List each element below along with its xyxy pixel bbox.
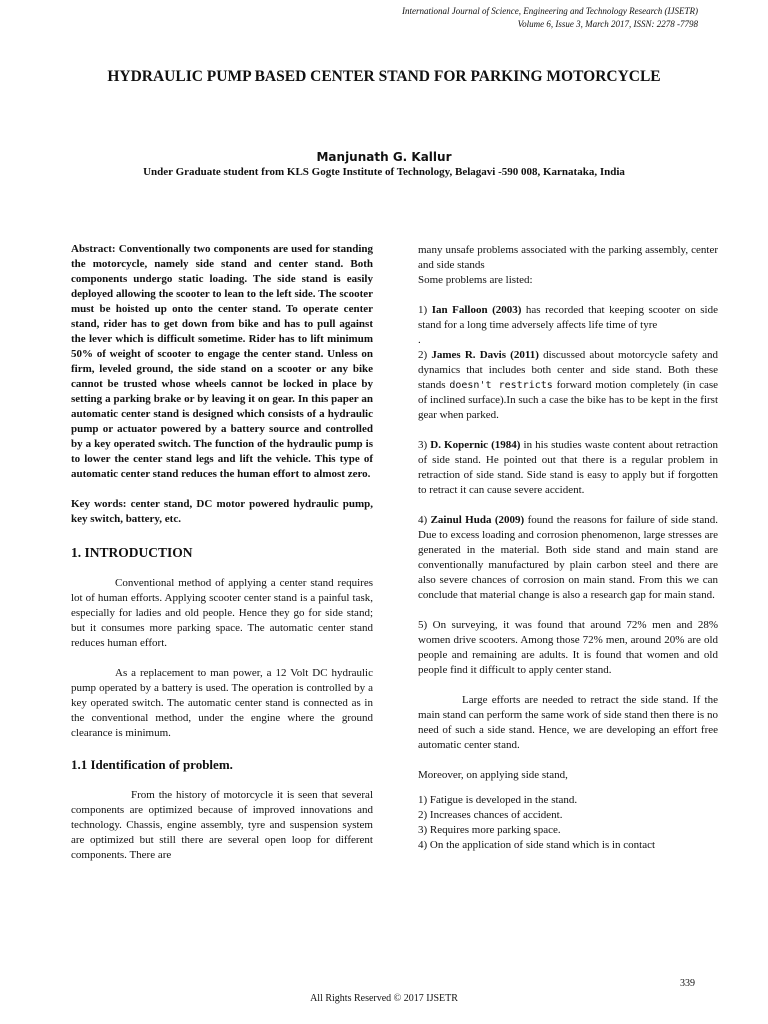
list-item: 2) Increases chances of accident. [418,809,563,821]
problem-item-5: 5) On surveying, it was found that around 72% men and 28% women drive scooters. Among those 72% men, around 20% are old people and remaining are adults. It is found that women and old people find it difficult to apply center stand. [418,619,718,676]
large-efforts-paragraph: Large efforts are needed to retract the side stand. If the main stand can perform the same work of side stand then there is no need of such a side stand. Hence, we are developing an effort free automatic center stand. [418,694,718,751]
journal-volume: Volume 6, Issue 3, March 2017, ISSN: 2278 -7798 [517,19,698,29]
abstract: Abstract: Conventionally two components are used for standing the motorcycle, namely side stand and center stand. Both components undergo static loading. The side stand is easily deployed allowing the scooter to lean to the left side. The scooter must be hoisted up onto the center stand. To operate center stand, rider has to get down from bike and has to pull against the lever which is difficult sometime. Rider has to lift minimum 50% of weight of scooter to engage the center stand. Unless on firm, leveled ground, the side stand on a scooter or any bike cannot be trusted whose wheels cannot be locked in place by setting a parking brake or by leaving it on gear. In this paper an automatic center stand is designed which consists of a hydraulic pump or actuator powered by a battery source and controlled by a key operated switch. The function of the hydraulic pump is to lower the center stand legs and lift the vehicle. This type of automatic center stand reduces the human effort to almost zero. [71,243,373,480]
problem-item-1: 1) Ian Falloon (2003) has recorded that keeping scooter on side stand for a long time adversely affects life time of tyre [418,304,718,331]
citation-kopernic: D. Kopernic (1984) [430,439,521,451]
paper-title: HYDRAULIC PUMP BASED CENTER STAND FOR PARKING MOTORCYCLE [107,68,661,85]
problem-item-3: 3) D. Kopernic (1984) in his studies waste content about retraction of side stand. He pointed out that there is a regular problem in retraction of side stand. Side stand is easy to apply but if forgotten to retract it can cause severe accident. [418,439,718,496]
section-heading-problem: 1.1 Identification of problem. [71,757,233,772]
intro-paragraph-2: As a replacement to man power, a 12 Volt DC hydraulic pump operated by a battery is used. The operation is controlled by a key operated switch. The automatic center stand is connected as in the conventional method, under the engine where the ground clearance is minimum. [71,667,373,739]
journal-header [402,5,698,31]
list-item: 4) On the application of side stand which is in contact [418,839,656,851]
problems-intro: Some problems are listed: [418,274,533,286]
journal-name: International Journal of Science, Engineering and Technology Research (IJSETR) [401,6,698,16]
list-item: 1) Fatigue is developed in the stand. [418,794,578,806]
right-column [418,243,718,853]
citation-davis: James R. Davis (2011) [431,349,539,361]
problem-item-4: 4) Zainul Huda (2009) found the reasons for failure of side stand. Due to excess loading and corrosion phenomenon, large stresses are generated in the material. Both side stand and main stand are conventionally manufactured by plain carbon steel and there are also severe chances of corrosion on main stand. From this we can conclude that material change is also a research gap for main stand. [418,514,718,601]
left-column [71,242,373,863]
footer-copyright: All Rights Reserved © 2017 IJSETR [310,993,458,1004]
list-item: 3) Requires more parking space. [418,824,561,836]
author-name: Manjunath G. Kallur [316,150,452,164]
keywords: Key words: center stand, DC motor powered hydraulic pump, key switch, battery, etc. [71,498,373,525]
intro-paragraph-1: Conventional method of applying a center stand requires lot of human efforts. Applying scooter center stand is a painful task, especially for ladies and old people. Hence they go for side stand; but it consumes more parking space. The automatic center stand reduces human effort. [71,577,373,649]
moreover-paragraph: Moreover, on applying side stand, [418,769,568,781]
section-heading-introduction: 1. INTRODUCTION [71,545,193,560]
problem-paragraph-1: From the history of motorcycle it is seen that several components are optimized because of improved innovations and technology. Chassis, engine assembly, tyre and suspension system are optimized but still there are several open loop for different components. There are [71,789,373,861]
problem-item-2: 2) James R. Davis (2011) discussed about motorcycle safety and dynamics that includes both center and side stand. Both these stands doesn't restricts forward motion completely (in case of inclined surface).In such a case the bike has to be kept in the first gear when parked. [418,349,718,421]
author-affiliation: Under Graduate student from KLS Gogte Institute of Technology, Belagavi -590 008, Karnataka, India [143,166,625,178]
page-number: 339 [680,978,695,989]
citation-falloon: Ian Falloon (2003) [431,304,522,316]
continued-paragraph: many unsafe problems associated with the parking assembly, center and side stands [418,244,718,271]
stray-dot: . [418,334,421,346]
citation-huda: Zainul Huda (2009) [430,514,525,526]
